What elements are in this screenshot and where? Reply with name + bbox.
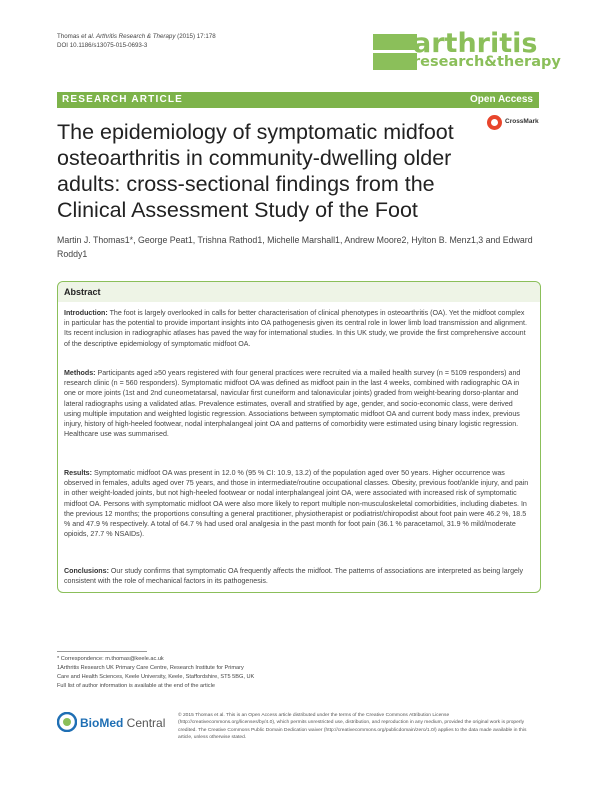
methods-text: Participants aged ≥50 years registered with four general practices were recruited via a mailed health survey (n = 5109 responders) and research clinic (n = 560 responders). Symptomatic midfoot OA was defined as midfoot pain in the last 4 weeks, combined with radiographic OA in one or more joints (1st and 2nd cuneometatarsal, navicular first cuneiform and talonavicular joints) graded from weight-bearing dorso-plantar and lateral radiographs using a validated atlas. Prevalence estimates, overall and stratified by age, gender, and socio-economic class, were derived using multiple imputation and weighted logistic regression. Associations between symptomatic midfoot OA and current body mass index, previous injury, history of high-heeled footwear, nodal interphalangeal joint OA and patterns of comorbidity were estimated using binary logistic regression. Healthcare use was summarised. xyxy=(64,369,521,439)
abstract-header-bar xyxy=(58,282,540,302)
crossmark-icon xyxy=(487,115,502,130)
author-list: Martin J. Thomas1*, George Peat1, Trishna Rathod1, Michelle Marshall1, Andrew Moore2, Hylton B. Menz1,3 and Edward Roddy1 xyxy=(57,235,533,259)
crossmark-label: CrossMark xyxy=(505,118,539,125)
publisher-logo xyxy=(57,712,177,734)
abstract-box xyxy=(57,281,541,593)
affiliation-line-2: Care and Health Sciences, Keele University, Keele, Staffordshire, ST5 5BG, UK xyxy=(57,674,255,680)
correspondence[interactable]: * Correspondence: m.thomas@keele.ac.uk xyxy=(57,656,164,662)
methods-label: Methods: xyxy=(64,369,96,377)
abstract-conclusions xyxy=(64,566,530,586)
open-access-label: Open Access xyxy=(470,94,533,105)
results-label: Results: xyxy=(64,469,92,477)
logo-word-arthritis: arthritis xyxy=(413,28,538,59)
footnote-divider xyxy=(57,651,147,652)
article-type-label: RESEARCH ARTICLE xyxy=(62,94,184,105)
footnotes xyxy=(57,655,317,691)
article-type-banner xyxy=(57,92,539,108)
conclusions-text: Our study confirms that symptomatic OA frequently affects the midfoot. The patterns of associations are interpreted as being largely consistent with the role of mechanical factors in its pathogenesis. xyxy=(64,567,524,586)
introduction-text: The foot is largely overlooked in calls for better characterisation of clinical phenotypes in osteoarthritis (OA). Yet the midfoot complex in particular has the potential to provide important insights into OA pathogenesis given its central role in lower limb load transmission and alignment. Its recent inclusion in radiographic atlases has paved the way for international studies. In this UK study, we provide the first comprehensive account of the descriptive epidemiology of symptomatic midfoot OA. xyxy=(64,309,527,348)
abstract-methods xyxy=(64,368,530,439)
license-text: © 2015 Thomas et al. This is an Open Access article distributed under the terms of the Creative Commons Attribution License (http://creativecommons.org/licenses/by/4.0), which permits unrestricted use, distribution, and reproduction in any medium, provided the original work is properly credited. The Creative Commons Public Domain Dedication waiver (http://creativecommons.org/publicdomain/zero/1.0/) applies to the data made available in this article, unless otherwise stated. xyxy=(178,713,527,741)
doi[interactable]: DOI 10.1186/s13075-015-0693-3 xyxy=(57,42,148,49)
publisher-name xyxy=(80,716,165,730)
crossmark-badge[interactable] xyxy=(487,115,547,135)
citation-header xyxy=(57,32,317,50)
logo-bar-top xyxy=(373,34,417,50)
journal-logo xyxy=(373,28,561,74)
abstract-heading: Abstract xyxy=(64,287,101,297)
citation-journal: et al. Arthritis Research & Therapy xyxy=(81,33,176,40)
citation-suffix: (2015) 17:178 xyxy=(175,33,216,40)
logo-bar-bottom xyxy=(373,53,417,70)
article-title: The epidemiology of symptomatic midfoot osteoarthritis in community-dwelling older adults: cross-sectional findings from the Clinical Assessment Study of the Foot xyxy=(57,120,454,222)
citation-prefix: Thomas xyxy=(57,33,82,40)
author-info-note: Full list of author information is available at the end of the article xyxy=(57,683,215,689)
biomed-central-icon xyxy=(57,712,77,732)
affiliation-line-1: 1Arthritis Research UK Primary Care Centre, Research Institute for Primary xyxy=(57,665,244,671)
publisher-name-rest: Central xyxy=(123,716,166,730)
citation-line xyxy=(57,32,317,41)
logo-word-research-therapy: research&therapy xyxy=(413,54,561,70)
abstract-results xyxy=(64,468,530,539)
publisher-name-bold: BioMed xyxy=(80,716,124,730)
results-text: Symptomatic midfoot OA was present in 12.0 % (95 % CI: 10.9, 13.2) of the population aged over 50 years. Higher occurrence was observed in females, adults aged over 75 years, and those in intermediate/routine occupational classes. Obesity, previous foot/ankle injury, and pain in other weight-loaded joints, but not high-heeled footwear or nodal interphalangeal joint OA, were associated with increased risk of symptomatic midfoot OA. Persons with symptomatic midfoot OA were also more likely to report multiple non-musculoskeletal comorbidities, including diabetes. In the previous 12 months; the proportions consulting a general practitioner, physiotherapist or podiatrist/chiropodist about foot pain were 46.2 %, 18.5 % and 47.9 % respectively. A total of 64.7 % had used oral analgesia in the past month for foot pain (36.1 % paracetamol, 31.9 % mild/moderate opioids, 27.7 % NSAIDs). xyxy=(64,469,529,539)
introduction-label: Introduction: xyxy=(64,309,108,317)
abstract-introduction xyxy=(64,308,530,349)
conclusions-label: Conclusions: xyxy=(64,567,109,575)
